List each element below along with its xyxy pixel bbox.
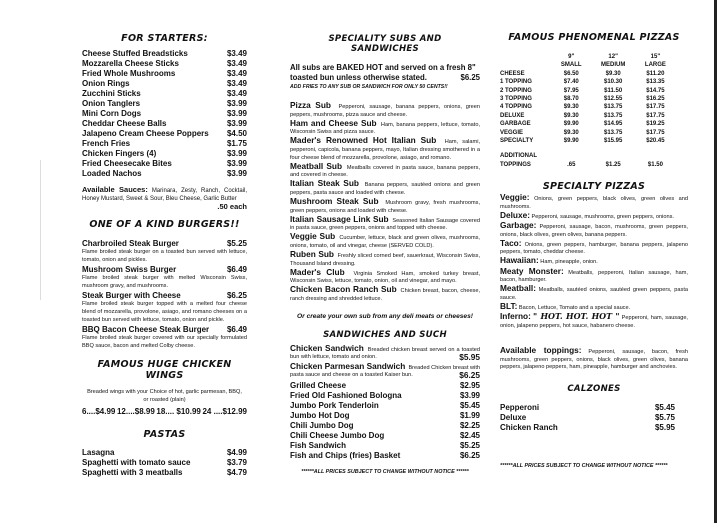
specialty-name: Inferno: xyxy=(500,311,531,321)
pastas-title: PASTAS xyxy=(143,428,186,440)
menu-item xyxy=(500,403,675,413)
calzones-title: CALZONES xyxy=(567,383,621,394)
item-price: $2.95 xyxy=(459,381,480,391)
specialty-item xyxy=(500,222,688,239)
pizza-price: $9.30 xyxy=(563,112,579,119)
item-name: Jumbo Hot Dog xyxy=(290,411,350,421)
menu-item xyxy=(82,129,247,139)
item-price: $3.49 xyxy=(226,89,247,98)
item-name: Cheddar Cheese Balls xyxy=(82,119,167,128)
pizza-price: $8.70 xyxy=(563,96,579,103)
item-name: Steak Burger with Cheese xyxy=(82,291,181,301)
left-column xyxy=(82,0,247,478)
price-notice: ******ALL PRICES SUBJECT TO CHANGE WITHOUT NOTICE ****** xyxy=(301,469,469,476)
item-price: $3.49 xyxy=(226,79,247,88)
item-name: Zucchini Sticks xyxy=(82,89,141,98)
pizza-row xyxy=(500,112,675,120)
size-label-row xyxy=(500,61,675,69)
sub-desc: Seasoned Italian Sausage covered in pasta sauce, green peppers, onions and topped with cheese. xyxy=(290,217,480,232)
wing-count: 24 ....$12.99 xyxy=(202,406,247,416)
burger-item xyxy=(82,265,247,275)
item-price: $6.49 xyxy=(226,265,247,275)
sandwich-item xyxy=(290,360,481,381)
item-name: Pepperoni xyxy=(500,402,540,412)
pizza-price: $16.25 xyxy=(646,96,665,103)
specialty-desc: Pepperoni, sausage, mushrooms, green peppers, onions. xyxy=(531,213,674,220)
sandwich-desc: Breaded chicken breast served on a toasted bun with lettuce, tomato and onion. xyxy=(290,346,480,361)
sauces xyxy=(82,185,247,211)
pizza-price: $12.55 xyxy=(604,96,623,103)
sandwiches-title: SANDWICHES AND SUCH xyxy=(323,329,447,340)
sub-desc: Ham, banana peppers, lettuce, tomato, Wisconsin Swiss and pizza sauce. xyxy=(290,121,480,136)
pizza-price: $9.90 xyxy=(563,138,579,145)
item-name: Mozzarella Cheese Sticks xyxy=(82,59,179,68)
price-notice: ******ALL PRICES SUBJECT TO CHANGE WITHOUT NOTICE ****** xyxy=(500,462,668,469)
pizzas-title: FAMOUS PHENOMENAL PIZZAS xyxy=(508,32,680,43)
sub-item xyxy=(290,213,480,233)
sub-item xyxy=(290,251,480,268)
item-name: Onion Tanglers xyxy=(82,99,141,108)
item-price: $5.45 xyxy=(459,401,480,411)
pizza-price: $17.75 xyxy=(646,104,665,111)
item-price: $1.99 xyxy=(459,411,480,421)
additional-price: .65 xyxy=(567,161,576,168)
specialty-name: BLT: xyxy=(500,300,518,311)
sandwich-featured xyxy=(290,342,481,381)
menu-item xyxy=(82,149,247,159)
item-name: BBQ Bacon Cheese Steak Burger xyxy=(82,325,210,335)
item-price: $1.75 xyxy=(226,139,247,148)
sub-item xyxy=(290,102,480,119)
item-name: Chicken Ranch xyxy=(500,422,558,432)
item-name: Loaded Nachos xyxy=(82,169,142,178)
pizza-price: $9.30 xyxy=(563,129,579,136)
sandwich-desc: Breaded Chicken breast with pasta sauce and cheese on a toasted Kaiser bun. xyxy=(290,364,481,379)
pizza-name: 3 TOPPING xyxy=(500,96,532,103)
menu-item xyxy=(82,458,247,468)
item-price: $5.75 xyxy=(654,412,675,422)
item-price: $3.99 xyxy=(226,109,247,118)
specialty-title: SPECIALTY PIZZAS xyxy=(542,181,646,193)
menu-item xyxy=(290,411,480,421)
item-price: $5.45 xyxy=(654,402,675,412)
item-name: Mushroom Swiss Burger xyxy=(82,265,177,275)
menu-item xyxy=(82,139,247,149)
pizza-price: $19.25 xyxy=(646,121,665,128)
burgers-list xyxy=(82,239,247,350)
pizza-row xyxy=(500,120,675,128)
sub-desc: Banana peppers, sautéed onions and green peppers, pasta sauce and loaded with cheese. xyxy=(290,182,481,196)
blank-cell xyxy=(500,61,552,69)
sub-item xyxy=(290,233,480,250)
pizza-price: $11.50 xyxy=(604,87,623,94)
pizza-row xyxy=(500,78,675,86)
specialty-name: Meaty Monster: xyxy=(500,265,564,276)
item-price: $3.99 xyxy=(226,159,247,168)
item-name: Fish and Chips (fries) Basket xyxy=(290,451,401,461)
menu-item xyxy=(290,431,480,441)
pizza-name: CHEESE xyxy=(500,70,525,77)
sub-name: Chicken Bacon Ranch Sub xyxy=(290,284,397,295)
item-price: $3.99 xyxy=(226,119,247,128)
size-inch: 9" xyxy=(568,54,575,60)
sub-name: Italian Sausage Link Sub xyxy=(290,213,389,224)
item-price: $4.50 xyxy=(226,129,247,138)
specialty-desc: Meatballs, pepperoni, Italian sausage, ham, bacon, hamburger. xyxy=(500,269,688,284)
sub-desc: Pepperoni, sausage, banana peppers, onions, green peppers, mushrooms, pizza sauce and cheese. xyxy=(290,104,481,118)
item-name: Fried Whole Mushrooms xyxy=(82,69,176,78)
additional-row xyxy=(500,152,675,160)
item-price: $3.49 xyxy=(226,59,247,68)
item-name: Chicken Fingers (4) xyxy=(82,149,157,158)
spacer-row xyxy=(500,145,675,152)
specialty-name: Hawaiian: xyxy=(500,255,539,266)
specialty-list xyxy=(500,194,688,312)
additional-label: TOPPINGS xyxy=(500,161,531,168)
burger-item xyxy=(82,325,247,335)
sub-name: Meatball Sub xyxy=(290,160,343,171)
wings-desc: Breaded wings with your Choice of hot, garlic parmesan, BBQ, or roasted (plain) xyxy=(87,389,242,403)
menu-item xyxy=(290,381,480,391)
sub-desc: Meatballs covered in pasta sauce, banana peppers, and covered in cheese. xyxy=(290,164,480,179)
fries-note: ADD FRIES TO ANY SUB OR SANDWICH FOR ONLY 50 CENTS!! xyxy=(290,84,448,90)
subs-title: SPECIALITY SUBS AND SANDWICHES xyxy=(328,34,442,54)
wing-count: 12....$8.99 xyxy=(116,406,155,416)
sandwich-item xyxy=(290,342,480,363)
fold-mark xyxy=(40,160,41,300)
pizza-row xyxy=(500,137,675,145)
item-price: $6.49 xyxy=(226,325,247,335)
sandwich-name: Chicken Sandwich xyxy=(290,342,364,353)
spacer xyxy=(500,145,552,152)
specialty-item xyxy=(500,285,688,302)
sub-desc: Freshly sliced corned beef, sauerkraut, Wisconsin Swiss, Thousand Island dressing. xyxy=(290,253,480,267)
menu-item xyxy=(82,79,247,89)
specialty-item xyxy=(500,265,688,285)
specialty-name: Garbage: xyxy=(500,220,537,231)
specialty-desc: Onions, green peppers, hamburger, banana peppers, jalapeno peppers, tomato, cheddar cheese. xyxy=(500,241,689,256)
specialty-desc: Bacon, Lettuce, Tomato and a special sauce. xyxy=(518,304,631,311)
page-edge xyxy=(714,0,717,523)
pizza-name: 1 TOPPING xyxy=(500,79,532,86)
sub-item xyxy=(290,117,480,137)
pizza-name: DELUXE xyxy=(500,112,525,119)
subs-list xyxy=(290,102,480,304)
item-name: Chili Cheese Jumbo Dog xyxy=(290,431,385,441)
menu-item xyxy=(82,109,247,119)
item-name: Lasagna xyxy=(82,447,115,457)
pizza-name: 4 TOPPING xyxy=(500,104,532,111)
sandwich-price: $5.95 xyxy=(459,352,480,363)
menu-item xyxy=(290,441,480,451)
pizza-price: $10.30 xyxy=(604,79,623,86)
menu-item xyxy=(290,391,480,401)
sub-name: Ham and Cheese Sub xyxy=(290,117,377,128)
item-price: $2.25 xyxy=(459,421,480,431)
create-own-note: Or create your own sub from any deli meats or cheeses! xyxy=(297,312,473,320)
item-name: Jumbo Pork Tenderloin xyxy=(290,401,379,411)
specialty-name: Veggie: xyxy=(500,192,530,203)
specialty-name: Meatball: xyxy=(500,283,536,294)
item-price: $3.99 xyxy=(226,169,247,178)
sub-item xyxy=(290,266,480,286)
item-name: Mini Corn Dogs xyxy=(82,109,142,118)
sub-name: Mader's Renowned Hot Italian Sub xyxy=(290,135,437,146)
sub-item xyxy=(290,160,480,180)
subs-intro xyxy=(290,63,480,83)
menu-item xyxy=(82,99,247,109)
sub-desc: Virginia Smoked Ham, smoked turkey breast, Wisconsin Swiss, lettuce, tomato, onion, oil and vinegar, and mayo. xyxy=(290,270,480,285)
pizza-price: $7.40 xyxy=(563,79,579,86)
right-column xyxy=(500,0,688,469)
pizza-price: $20.45 xyxy=(646,138,665,145)
specialty-desc: Onions, green peppers, black olives, green olives and mushrooms. xyxy=(500,196,688,210)
starters-list xyxy=(82,49,247,179)
sub-desc: Chicken breast, bacon, cheese, ranch dressing and shredded lettuce. xyxy=(290,288,481,303)
additional-price: $1.50 xyxy=(647,161,663,168)
menu-item xyxy=(290,451,480,461)
size-inch-row xyxy=(500,53,675,61)
menu-item xyxy=(82,169,247,179)
toppings-label: Available toppings: xyxy=(500,345,582,356)
wing-count: 6....$4.99 xyxy=(82,406,116,416)
sub-name: Mader's Club xyxy=(290,266,345,277)
additional-price: $1.25 xyxy=(605,161,621,168)
burgers-title: ONE OF A KIND BURGERS!! xyxy=(89,219,240,230)
menu-item xyxy=(82,119,247,129)
pizza-price: $14.75 xyxy=(646,87,665,94)
specialty-name: Taco: xyxy=(500,237,522,248)
pizza-price: $7.95 xyxy=(563,87,579,94)
pizza-price: $9.30 xyxy=(563,104,579,111)
item-name: Charbroiled Steak Burger xyxy=(82,239,179,248)
menu-item xyxy=(82,159,247,169)
item-name: Spaghetti with 3 meatballs xyxy=(82,467,183,477)
size-label: SMALL xyxy=(560,62,582,69)
wings-title: FAMOUS HUGE CHICKEN WINGS xyxy=(97,359,232,382)
pizza-price: $14.95 xyxy=(604,121,623,128)
menu-item xyxy=(290,401,480,411)
pizza-price: $17.75 xyxy=(646,129,665,136)
pizza-name: 2 TOPPING xyxy=(500,87,532,94)
sandwich-list xyxy=(290,381,480,461)
specialty-item xyxy=(500,194,688,211)
menu-item xyxy=(82,59,247,69)
blank-cell xyxy=(500,53,552,61)
menu-item xyxy=(500,413,675,423)
item-name: Fish Sandwich xyxy=(290,441,347,451)
item-price: $4.79 xyxy=(226,467,247,477)
additional-label: ADDITIONAL xyxy=(500,153,537,160)
toppings-text: Pepperoni, sausage, bacon, fresh mushrooms, green peppers, onions, black olives, green olives, banana peppers, jalapeno peppers, ham, pineapple, hamburger and anchovies. xyxy=(500,349,688,371)
burger-item xyxy=(82,239,247,249)
item-name: French Fries xyxy=(82,139,131,148)
starters-title: FOR STARTERS: xyxy=(121,33,208,44)
pizza-row xyxy=(500,87,675,95)
sub-name: Italian Steak Sub xyxy=(290,178,359,189)
menu-item xyxy=(82,69,247,79)
menu-item xyxy=(290,421,480,431)
item-price: $3.49 xyxy=(226,49,247,58)
item-name: Onion Rings xyxy=(82,79,130,88)
item-name: Fried Old Fashioned Bologna xyxy=(290,391,402,401)
pizza-row xyxy=(500,129,675,137)
item-desc: Flame broiled steak burger on a toasted bun served with lettuce, tomato, onion and pickles. xyxy=(82,249,247,263)
sub-item xyxy=(290,198,480,215)
pizza-row xyxy=(500,103,675,111)
size-inch: 12" xyxy=(608,54,618,60)
item-price: $3.99 xyxy=(226,149,247,158)
sub-item xyxy=(290,180,480,197)
item-price: $3.99 xyxy=(459,391,480,401)
item-desc: Flame broiled steak burger with melted Wisconsin Swiss, mushroom gravy, and mushrooms. xyxy=(82,275,247,289)
subs-intro-text: All subs are BAKED HOT and served on a fresh 8" toasted bun unless otherwise stated. xyxy=(290,63,476,82)
inferno-hot: " HOT. HOT. HOT " xyxy=(532,311,620,321)
sub-name: Pizza Sub xyxy=(290,100,331,110)
pizza-price: $13.35 xyxy=(646,79,665,86)
pizza-price-table xyxy=(500,53,675,169)
menu-item xyxy=(82,468,247,478)
item-price: $6.25 xyxy=(459,451,480,461)
sub-desc: Ham, salami, pepperoni, capicola, banana peppers, mayo, Italian dressing smothered in a four cheese blend of mozzarella, provolone, asiago, and romano. xyxy=(290,139,480,161)
menu-item xyxy=(82,49,247,59)
item-price: $2.45 xyxy=(459,431,480,441)
pastas-list xyxy=(82,448,247,478)
item-price: $3.79 xyxy=(226,457,247,467)
specialty-desc: Pepperoni, ham, sausage, onion, jalapeno peppers, hot sauce, habanero cheese. xyxy=(500,315,688,329)
subs-intro-price: $6.25 xyxy=(460,73,480,82)
pizza-price: $13.75 xyxy=(604,104,623,111)
sub-name: Ruben Sub xyxy=(290,249,335,260)
wing-count: 18.... $10.99 xyxy=(156,406,201,416)
pizza-price: $9.30 xyxy=(605,70,621,77)
sub-desc: Cucumber, lettuce, black and green olives, mushrooms, onions, tomato, oil and vinegar, cheese (SERVED COLD). xyxy=(290,235,480,249)
specialty-desc: Pepperoni, sausage, bacon, mushrooms, green peppers, onions, black olives, green olives, banana peppers. xyxy=(500,224,688,238)
pizza-price: $9.90 xyxy=(563,121,579,128)
sauces-label: Available Sauces: xyxy=(82,185,148,194)
sauces-price: .50 each xyxy=(217,202,247,211)
specialty-name: Deluxe: xyxy=(500,209,530,220)
item-price: $5.95 xyxy=(654,422,675,432)
sauces-text: Marinara, Zesty, Ranch, Cocktail, Honey Mustard, Sweet & Sour, Bleu Cheese, Garlic Butter xyxy=(82,188,247,202)
item-name: Spaghetti with tomato sauce xyxy=(82,457,191,467)
pizza-price: $17.75 xyxy=(646,112,665,119)
specialty-item xyxy=(500,237,689,257)
item-name: Deluxe xyxy=(500,412,527,422)
item-desc: Flame broiled steak burger topped with a melted four cheese blend of mozzarella, provolone, asiago, and romano cheeses on a toasted bun served with lettuce, tomato, onion and pickle. xyxy=(82,301,247,323)
size-label: MEDIUM xyxy=(601,62,626,69)
menu-item xyxy=(82,89,247,99)
sub-item xyxy=(290,286,480,303)
item-desc: Flame broiled steak burger covered with our specially formulated BBQ sauce, bacon and melted Colby cheese. xyxy=(82,335,247,349)
item-name: Grilled Cheese xyxy=(290,381,347,391)
pizza-row xyxy=(500,95,675,103)
item-price: $3.99 xyxy=(226,99,247,108)
sub-item xyxy=(290,137,480,162)
item-price: $5.25 xyxy=(226,239,247,248)
wings-counts xyxy=(82,407,247,417)
available-toppings xyxy=(500,347,688,372)
size-label: LARGE xyxy=(644,62,666,69)
additional-row xyxy=(500,161,675,169)
specialty-desc: Ham, pineapple, onion. xyxy=(540,259,598,266)
pizza-price: $11.20 xyxy=(646,70,665,77)
pizza-price: $15.95 xyxy=(604,138,623,145)
sub-desc: Mushroom gravy, fresh mushrooms, green peppers, onions and loaded with cheese. xyxy=(290,200,481,214)
pizza-name: SPECIALTY xyxy=(500,138,534,145)
specialty-item xyxy=(500,313,688,330)
sandwich-name: Chicken Parmesan Sandwich xyxy=(290,360,406,371)
sub-name: Mushroom Steak Sub xyxy=(290,196,379,207)
item-name: Cheese Stuffed Breadsticks xyxy=(82,49,188,58)
item-price: $6.25 xyxy=(226,291,247,301)
item-price: $5.25 xyxy=(459,441,480,451)
pizza-row xyxy=(500,70,675,78)
menu-item xyxy=(82,448,247,458)
item-price: $4.99 xyxy=(226,447,247,457)
pizza-name: GARBAGE xyxy=(500,121,531,128)
pizza-name: VEGGIE xyxy=(500,129,524,136)
pizza-price: $13.75 xyxy=(604,112,623,119)
size-inch: 15" xyxy=(650,54,661,60)
burger-item xyxy=(82,291,247,301)
item-name: Chili Jumbo Dog xyxy=(290,421,354,431)
pizza-price: $6.50 xyxy=(563,70,579,77)
sandwich-price: $6.25 xyxy=(459,370,480,381)
middle-column xyxy=(290,0,480,475)
item-name: Fried Cheesecake Bites xyxy=(82,159,172,168)
calzone-list xyxy=(500,403,675,433)
item-price: $3.49 xyxy=(226,69,247,78)
menu-item xyxy=(500,423,675,433)
item-name: Jalapeno Cream Cheese Poppers xyxy=(82,129,209,138)
specialty-desc: Meatballs, sautéed onions, sautéed green peppers, pasta sauce. xyxy=(500,287,688,301)
pizza-price: $13.75 xyxy=(604,129,623,136)
sub-name: Veggie Sub xyxy=(290,231,336,242)
